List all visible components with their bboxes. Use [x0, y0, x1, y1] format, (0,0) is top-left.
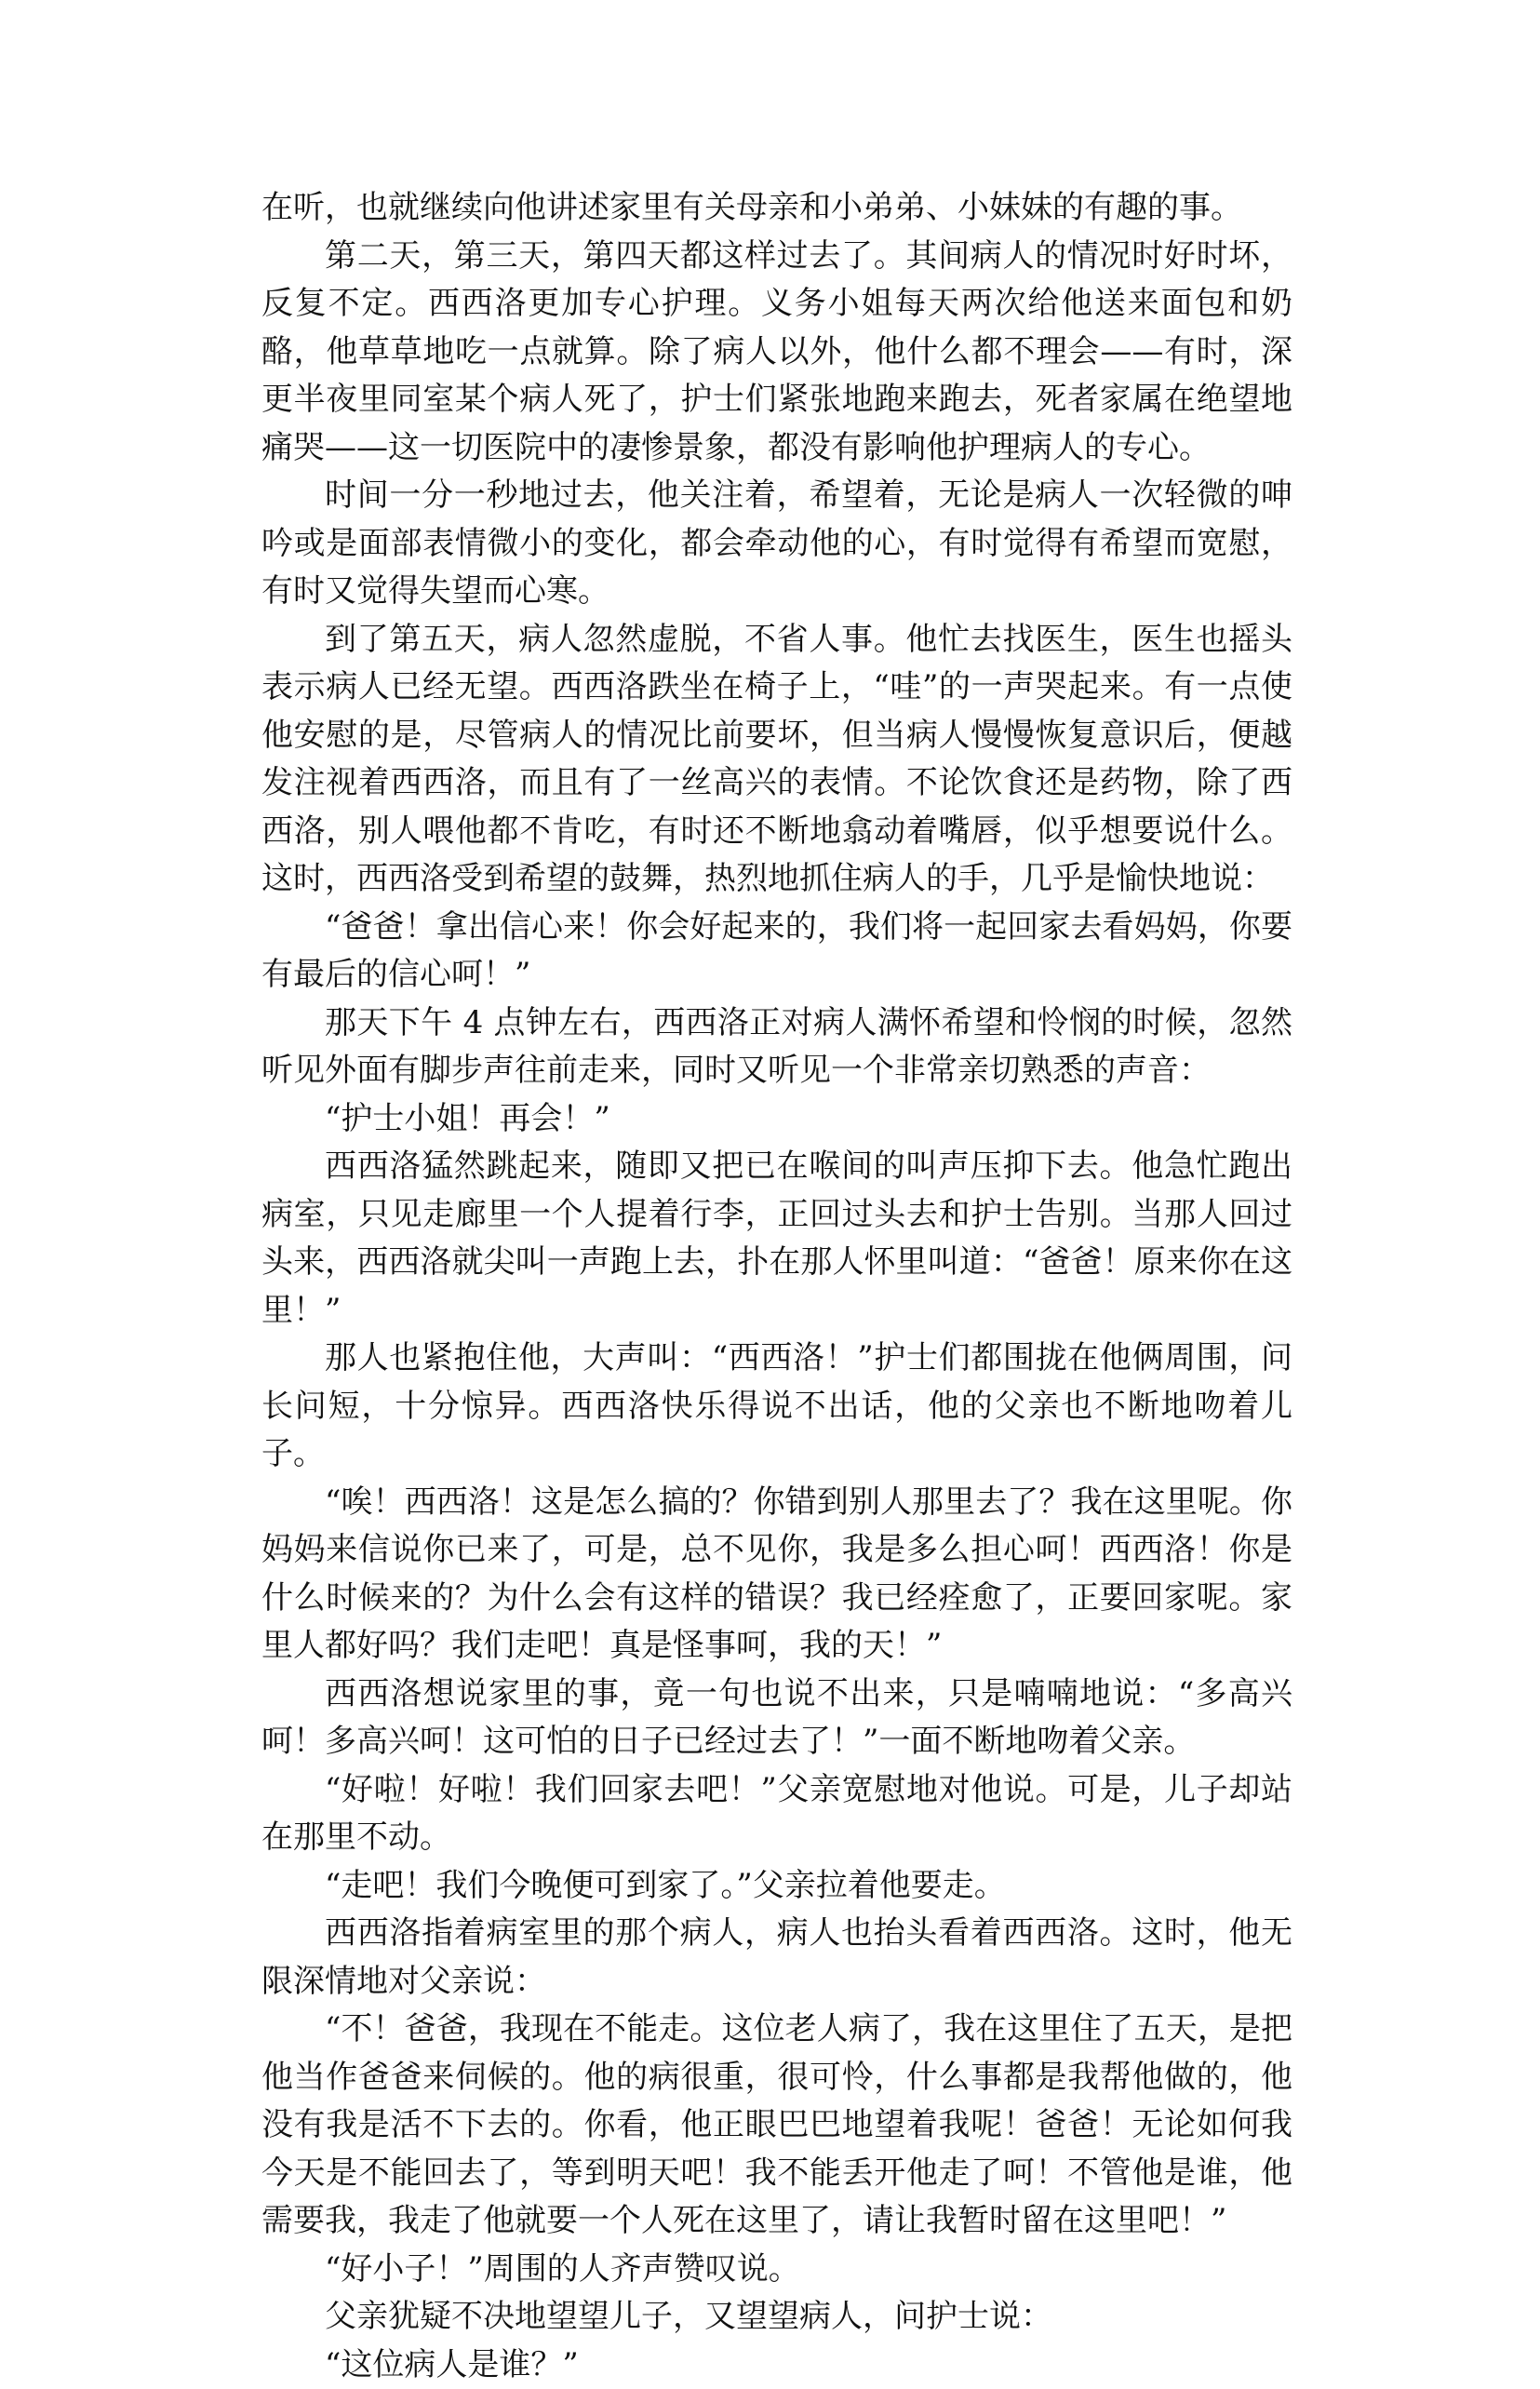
paragraph: 那天下午 4 点钟左右，西西洛正对病人满怀希望和怜悯的时候，忽然听见外面有脚步声往前走来，同时又听见一个非常亲切熟悉的声音： — [261, 1000, 1292, 1095]
paragraph: “走吧！我们今晚便可到家了。”父亲拉着他要走。 — [261, 1862, 1292, 1911]
paragraph: 那人也紧抱住他，大声叫：“西西洛！”护士们都围拢在他俩周围，问长问短，十分惊异。西西洛快乐得说不出话，他的父亲也不断地吻着儿子。 — [261, 1335, 1292, 1479]
paragraph: “这位病人是谁？” — [261, 2342, 1292, 2389]
paragraph: 父亲犹疑不决地望望儿子，又望望病人，问护士说： — [261, 2293, 1292, 2342]
paragraph: 第二天，第三天，第四天都这样过去了。其间病人的情况时好时坏，反复不定。西西洛更加专心护理。义务小姐每天两次给他送来面包和奶酪，他草草地吃一点就算。除了病人以外，他什么都不理会——有时，深更半夜里同室某个病人死了，护士们紧张地跑来跑去，死者家属在绝望地痛哭——这一切医院中的凄惨景象，都没有影响他护理病人的专心。 — [261, 233, 1292, 473]
paragraph: “爸爸！拿出信心来！你会好起来的，我们将一起回家去看妈妈，你要有最后的信心呵！” — [261, 904, 1292, 1000]
paragraph: “护士小姐！再会！” — [261, 1095, 1292, 1144]
paragraph: 西西洛想说家里的事，竟一句也说不出来，只是喃喃地说：“多高兴呵！多高兴呵！这可怕的日子已经过去了！”一面不断地吻着父亲。 — [261, 1671, 1292, 1766]
paragraph: “好啦！好啦！我们回家去吧！”父亲宽慰地对他说。可是，儿子却站在那里不动。 — [261, 1766, 1292, 1862]
paragraph: “好小子！”周围的人齐声赞叹说。 — [261, 2246, 1292, 2294]
paragraph: 到了第五天，病人忽然虚脱，不省人事。他忙去找医生，医生也摇头表示病人已经无望。西西洛跌坐在椅子上，“哇”的一声哭起来。有一点使他安慰的是，尽管病人的情况比前要坏，但当病人慢慢恢复意识后，便越发注视着西西洛，而且有了一丝高兴的表情。不论饮食还是药物，除了西西洛，别人喂他都不肯吃，有时还不断地翕动着嘴唇，似乎想要说什么。这时，西西洛受到希望的鼓舞，热烈地抓住病人的手，几乎是愉快地说： — [261, 616, 1292, 904]
paragraph: 西西洛指着病室里的那个病人，病人也抬头看着西西洛。这时，他无限深情地对父亲说： — [261, 1910, 1292, 2006]
paragraph: 西西洛猛然跳起来，随即又把已在喉间的叫声压抑下去。他急忙跑出病室，只见走廊里一个人提着行李，正回过头去和护士告别。当那人回过头来，西西洛就尖叫一声跑上去，扑在那人怀里叫道：“爸爸！原来你在这里！” — [261, 1143, 1292, 1335]
paragraph: “唉！西西洛！这是怎么搞的？你错到别人那里去了？我在这里呢。你妈妈来信说你已来了，可是，总不见你，我是多么担心呵！西西洛！你是什么时候来的？为什么会有这样的错误？我已经痊愈了，正要回家呢。家里人都好吗？我们走吧！真是怪事呵，我的天！” — [261, 1479, 1292, 1671]
paragraph: “不！爸爸，我现在不能走。这位老人病了，我在这里住了五天，是把他当作爸爸来伺候的。他的病很重，很可怜，什么事都是我帮他做的，他没有我是活不下去的。你看，他正眼巴巴地望着我呢！爸爸！无论如何我今天是不能回去了，等到明天吧！我不能丢开他走了呵！不管他是谁，他需要我，我走了他就要一个人死在这里了，请让我暂时留在这里吧！” — [261, 2006, 1292, 2246]
story-text-block — [261, 184, 1292, 2389]
paragraph: 时间一分一秒地过去，他关注着，希望着，无论是病人一次轻微的呻吟或是面部表情微小的变化，都会牵动他的心，有时觉得有希望而宽慰，有时又觉得失望而心寒。 — [261, 472, 1292, 616]
paragraph: 在听，也就继续向他讲述家里有关母亲和小弟弟、小妹妹的有趣的事。 — [261, 184, 1292, 233]
